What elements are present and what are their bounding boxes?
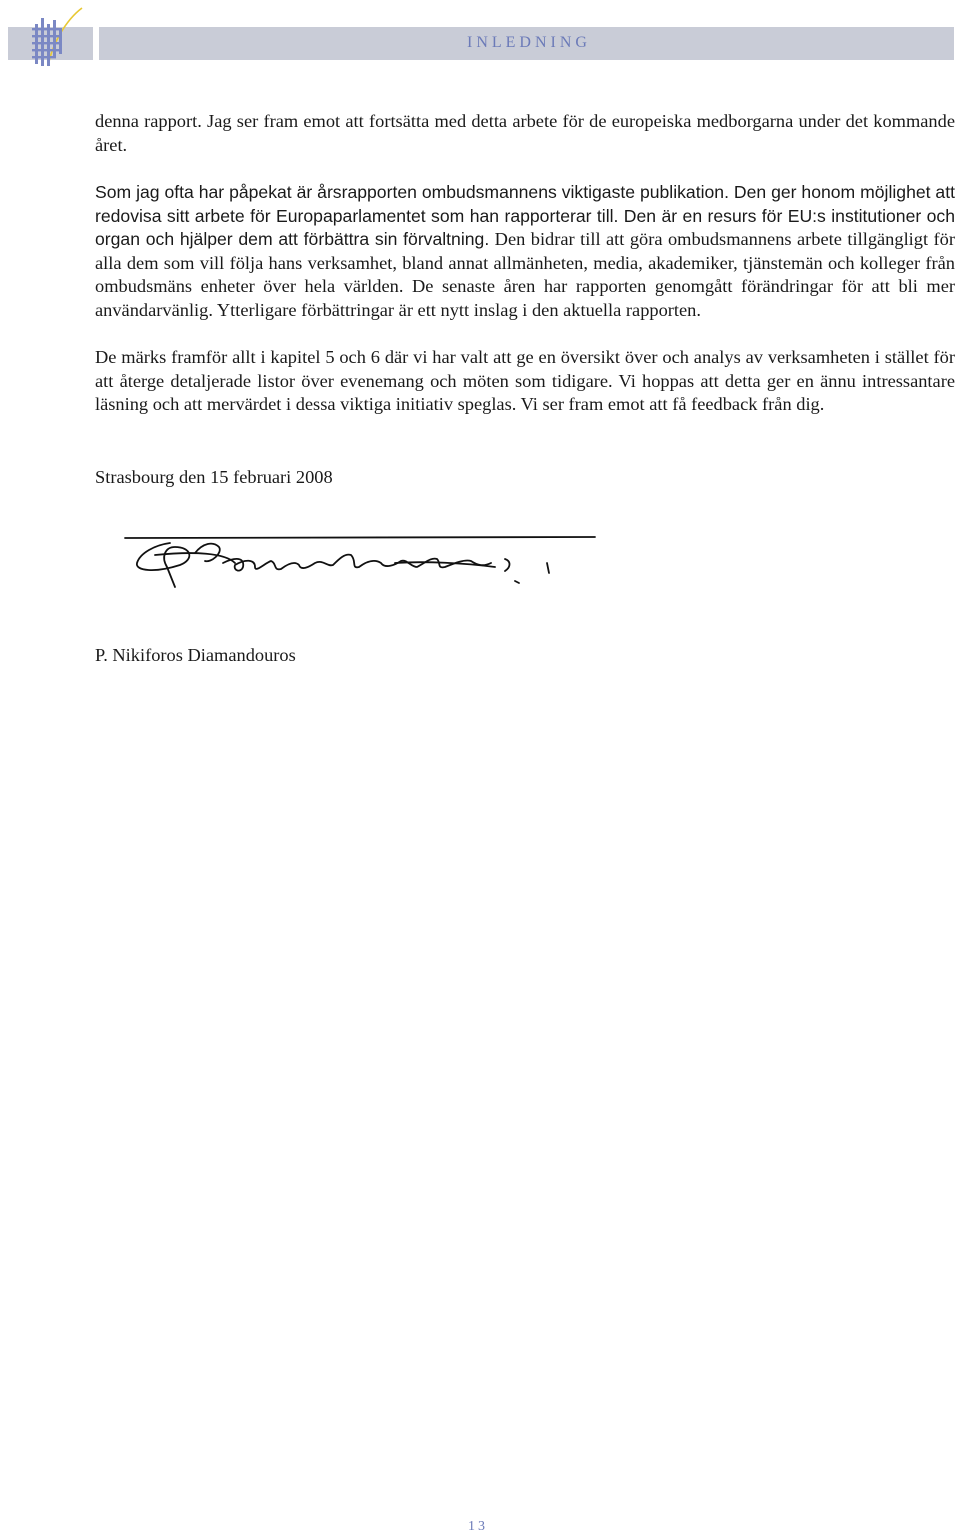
paragraph-2-serif-part: Den bidrar till att göra ombudsmannens arbete tillgängligt för alla dem som vill följa hans verksamhet, bland annat allmänheten, media, akademiker, tjänstemän och kolleger från ombudsmäns enheter över hela världen. De senaste åren har rapporten genomgått förändringar för att bli mer användarvänlig. Ytterligare förbättringar är ett nytt inslag i den aktuella rapporten. — [95, 229, 955, 320]
paragraph-1: denna rapport. Jag ser fram emot att fortsätta med detta arbete för de europeiska medborgarna under det kommande året. — [95, 111, 955, 155]
paragraph-3: De märks framför allt i kapitel 5 och 6 där vi har valt att ge en översikt över och analys av verksamheten i stället för att återge detaljerade listor över evenemang och möten som tidigare. Vi hoppas att detta ger en ännu intressantare läsning och att mervärdet i dessa viktiga initiativ speglas. Vi ser fram emot att få feedback från dig. — [95, 347, 955, 414]
paragraph-2-sans-part: Som jag ofta har påpekat är årsrapporten ombudsmannens viktigaste publikation. Den ger honom möjlighet att redovisa sitt arbete för Europaparlamentet som han rapporterar till. Den är en resurs för EU:s institutioner och organ och hjälper dem att förbättra sin förvaltning. — [95, 182, 955, 249]
handwritten-signature — [95, 523, 600, 598]
paragraph-2 — [95, 181, 955, 322]
signer-name: P. Nikiforos Diamandouros — [95, 645, 296, 665]
page-number: 13 — [468, 1519, 488, 1534]
section-title: INLEDNING — [467, 34, 591, 51]
letter-body — [95, 110, 955, 441]
ombudsman-logo-icon — [30, 4, 85, 70]
place-date: Strasbourg den 15 februari 2008 — [95, 467, 333, 487]
page-header — [0, 0, 960, 72]
